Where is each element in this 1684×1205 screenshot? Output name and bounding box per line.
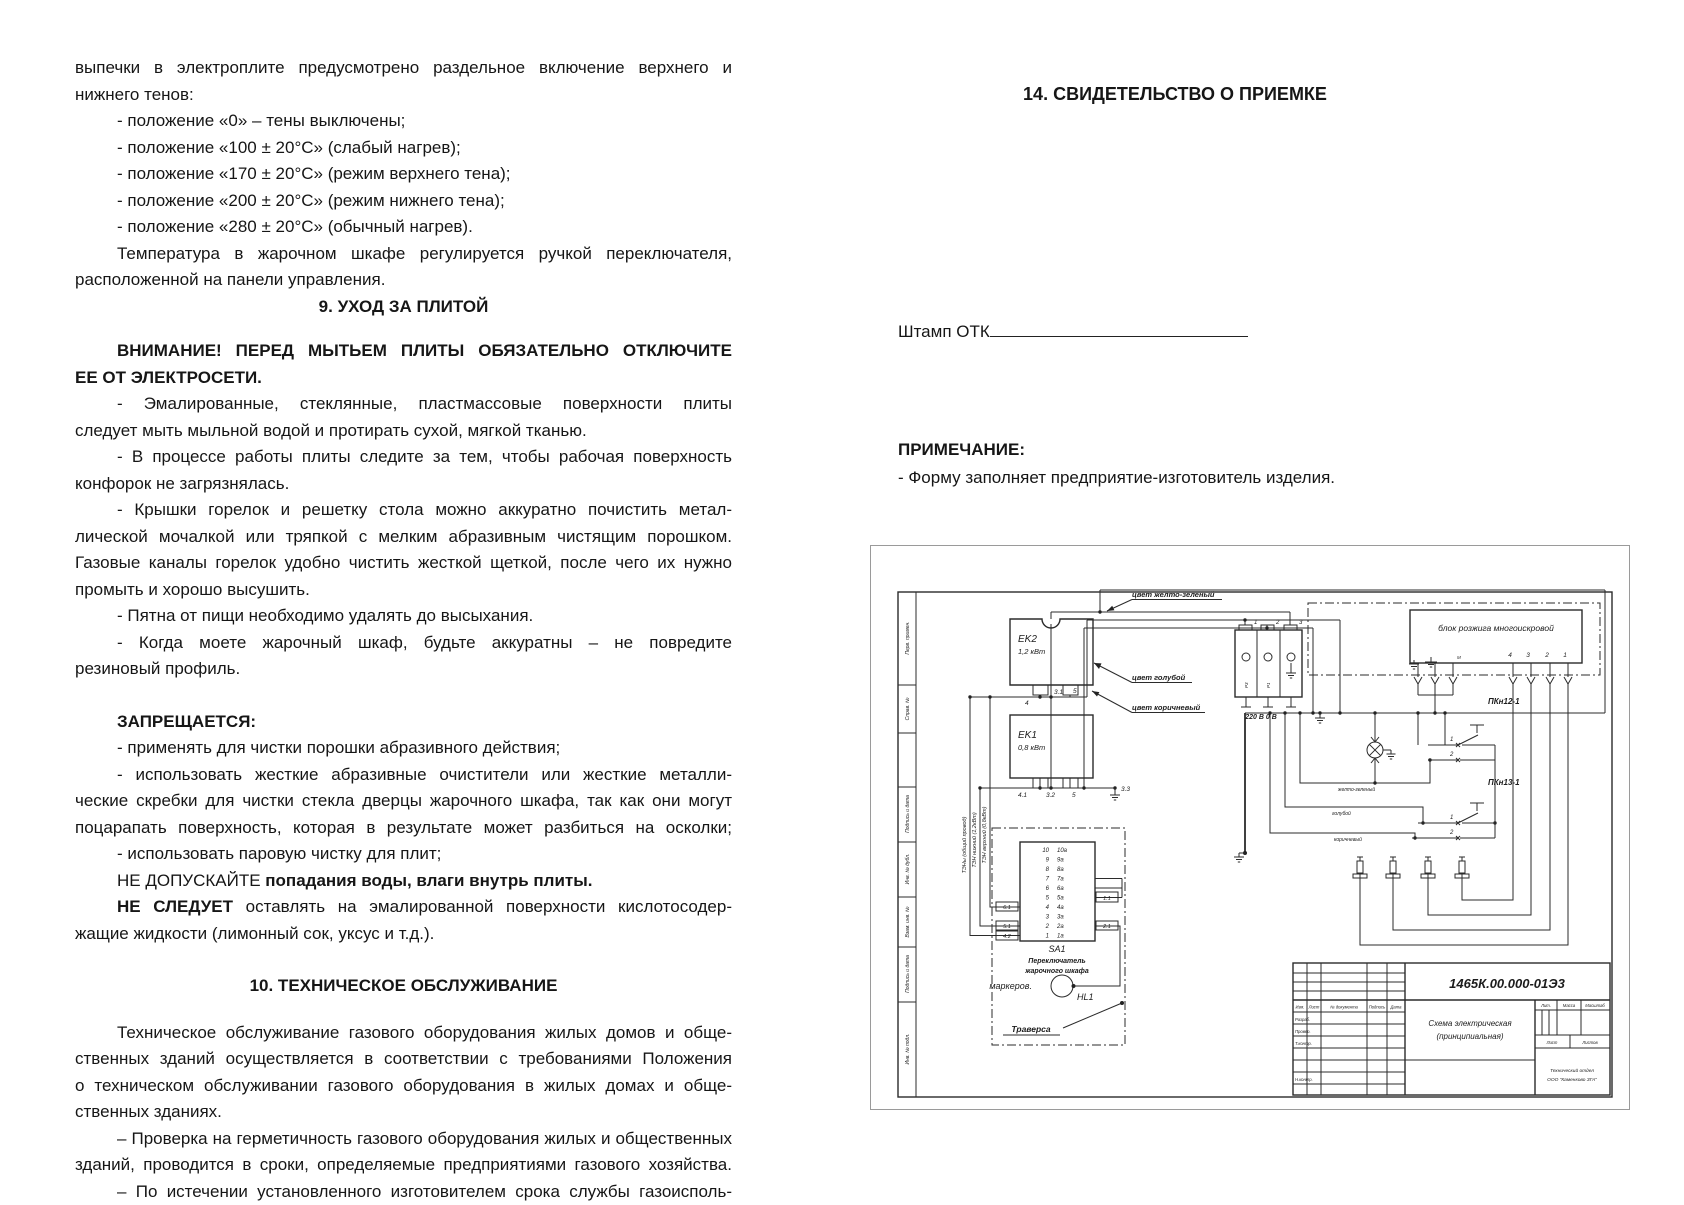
list-item: - положение «0» – тены выключены; [75,108,732,135]
sa1-pin: 10а [1057,848,1068,854]
ground-symbols [1110,657,1437,862]
ignition-title: блок розжига многоискровой [1438,623,1554,633]
tb-col: Подпись [1369,1005,1386,1010]
ten-wire-labels [961,806,988,873]
sa1-pin: 1 [1046,934,1049,940]
body-line: – По истечении установленного изготовителем срока службы газоисполь- [75,1179,732,1205]
ignition-pin: 2 [1544,652,1549,659]
sa1-desc: Переключатель [1028,958,1085,965]
body-line: зданий, проводится в сроки, определяемые предприятиями газового хозяйства. [75,1152,732,1179]
mixed-line-nd [75,868,732,895]
body-line: ственных зданиях. [75,1099,732,1126]
sa1-tag-61: 6.1 [1003,905,1011,911]
tb-col: Дата [1389,1005,1402,1010]
voltage-label: 220 В 0 В [1244,714,1277,721]
forbidden-heading: ЗАПРЕЩАЕТСЯ: [75,709,732,736]
list-item: - положение «100 ± 20°С» (слабый нагрев); [75,135,732,162]
ek2-terminal: 3.1 [1054,689,1063,696]
tb-org: Технический отдел [1550,1067,1594,1074]
tb-row: Провер. [1295,1029,1311,1034]
terminal-number: 1 [1254,620,1257,626]
body-line: Температура в жарочном шкафе регулируется ручкой переключателя, [75,241,732,268]
terminal-p3-label: Р3 [1244,682,1249,688]
frame-label: Справ. № [905,697,911,720]
stamp-blank-line [990,322,1248,337]
ek1-label: EK1 [1018,730,1037,741]
acceptance-heading: 14. СВИДЕТЕЛЬСТВО О ПРИЕМКЕ [940,84,1410,105]
sa1-pin: 2а [1056,924,1064,930]
list-item: ческие скребки для чистки стекла дверцы жарочного шкафа, так как они могут [75,788,732,815]
sa1-pin: 5 [1046,896,1050,902]
sa1-pin: 9 [1046,858,1050,864]
contact-number: 1 [1450,737,1453,743]
tb-col: № документа [1330,1005,1358,1010]
sa1-pin: 1а [1057,934,1064,940]
label-blue-wire: цвет голубой [1132,673,1186,682]
sa1-name: SA1 [1048,944,1065,954]
tb-col: Лист [1308,1005,1320,1010]
ek2-power: 1,2 кВт [1018,647,1045,656]
terminal-block [1235,620,1303,721]
sa1-pin: 10 [1042,848,1049,854]
nd-bold: попадания воды, влаги внутрь плиты. [265,871,592,890]
sa1-tag-51: 5.1 [1003,924,1011,930]
sa1-pin: 3 [1046,915,1050,921]
body-line: жащие жидкости (лимонный сок, уксус и т.д.). [75,921,732,948]
list-item: - положение «280 ± 20°С» (обычный нагрев). [75,214,732,241]
note-heading: ПРИМЕЧАНИЕ: [898,440,1025,460]
tb-col: Изм. [1296,1005,1305,1010]
ignition-pin: 4 [1508,652,1512,659]
label-ten-lower: ТЭН нижний (1,2кВт) [971,812,978,867]
sa1-pin: 6 [1046,886,1050,892]
body-line: Газовые каналы горелок удобно чистить жесткой щеткой, после чего их нужно [75,550,732,577]
tb-row: Н.контр. [1295,1077,1313,1082]
button-pkn12 [1428,697,1520,762]
sa1-pin: 4 [1046,905,1050,911]
list-item: - положение «170 ± 20°С» (режим верхнего тена); [75,161,732,188]
body-line: лической мочалкой или тряпкой с мелким абразивным чистящим порошком. [75,524,732,551]
contact-number: 1 [1450,815,1453,821]
body-line: - Когда моете жарочный шкаф, будьте аккуратны – не повредите [75,630,732,657]
terminal-p1-label: Р1 [1266,682,1271,688]
body-line: следует мыть мыльной водой и протирать сухой, мягкой тканью. [75,418,732,445]
button-pkn13 [1412,760,1520,840]
frame-label: Перв. примен. [905,621,911,654]
frame-label: Инв. № дубл. [905,854,911,885]
sa1-pin: 5а [1057,896,1064,902]
tb-list: Лист [1546,1040,1558,1045]
body-line: - Пятна от пищи необходимо удалять до высыхания. [75,603,732,630]
traversa-callout [1003,1001,1124,1035]
tb-row: Разраб. [1295,1017,1310,1022]
sa1-tag-42: 4.2 [1003,934,1011,940]
junction-dots [968,610,1496,855]
traversa-label: Траверса [1011,1024,1050,1034]
sa1-pin: 2 [1045,924,1050,930]
label-ten-common: ТЭНы (общий провод) [961,816,968,873]
sa1-tag-21: 2.1 [1102,924,1111,930]
terminal-number: 2 [1275,620,1280,626]
tb-org: ООО "Каменково ЗГА" [1547,1077,1597,1083]
tb-lit: Лит. [1540,1003,1551,1008]
sa1-pin: 3а [1057,915,1064,921]
body-line: промыть и хорошо высушить. [75,577,732,604]
small-label-blue: голубой [1332,810,1351,817]
node-3-3: 3.3 [1121,786,1130,793]
markers-label: маркеров. [989,981,1032,991]
label-ten-upper: ТЭН верхний (0,8кВт) [981,806,988,863]
sa1-pin: 4а [1057,905,1064,911]
body-line: - В процессе работы плиты следите за тем, чтобы рабочая поверхность [75,444,732,471]
warning-line: ВНИМАНИЕ! ПЕРЕД МЫТЬЕМ ПЛИТЫ ОБЯЗАТЕЛЬНО ОТКЛЮЧИТЕ [75,338,732,365]
body-line: Техническое обслуживание газового оборудования жилых домов и обще- [75,1020,732,1047]
doc-title: (принципиальная) [1436,1032,1503,1041]
sa1-switch [989,828,1125,1045]
tb-listov: Листов [1581,1040,1598,1045]
ns-rest: оставлять на эмалированной поверхности кислотосодер- [246,897,732,916]
list-item: - использовать жесткие абразивные очистители или жесткие металли- [75,762,732,789]
body-line: нижнего тенов: [75,82,732,109]
wire-color-callouts [1092,590,1222,713]
list-item: - положение «200 ± 20°С» (режим нижнего тена); [75,188,732,215]
body-line: - Крышки горелок и решетку стола можно аккуратно почистить метал- [75,497,732,524]
ek1-terminal: 5 [1072,792,1076,799]
doc-title: Схема электрическая [1428,1019,1512,1028]
small-label-brown: коричневый [1334,836,1362,843]
contact-number: 2 [1449,752,1454,758]
ignition-pin: 1 [1563,652,1567,659]
small-wire-labels [1332,786,1375,843]
ek1-terminal: 4.1 [1018,792,1027,799]
pkn13-label: ПКн13-1 [1488,778,1520,787]
body-line: конфорок не загрязнялась. [75,471,732,498]
sa1-desc: жарочного шкафа [1024,968,1089,975]
electrical-schematic [870,545,1630,1110]
sa1-pin: 6а [1057,886,1064,892]
hl1-label: HL1 [1077,992,1094,1002]
tb-masshtab: Масштаб [1585,1003,1605,1008]
note-text: - Форму заполняет предприятие-изготовитель изделия. [898,468,1335,488]
frame-label: Подпись и дата [905,795,911,833]
ignition-m-pin: М [1457,655,1461,660]
ek2-terminal: 4 [1025,700,1029,707]
list-item: поцарапать поверхность, которая в результате может разбиться на осколки; [75,815,732,842]
sa1-tag-11: 1.1 [1103,896,1111,902]
section-heading-10: 10. ТЕХНИЧЕСКОЕ ОБСЛУЖИВАНИЕ [75,973,732,1000]
otk-stamp-line [898,322,1248,342]
body-line: о техническом обслуживании газового оборудования в жилых домах и обще- [75,1073,732,1100]
list-item: - применять для чистки порошки абразивного действия; [75,735,732,762]
body-line: - Эмалированные, стеклянные, пластмассовые поверхности плиты [75,391,732,418]
ns-bold: НЕ СЛЕДУЕТ [117,897,246,916]
label-brown-wire: цвет коричневый [1132,703,1201,712]
frame-label: Инв. № подл. [905,1033,911,1064]
pkn12-label: ПКн12-1 [1488,697,1520,706]
mixed-line-ns [75,894,732,921]
left-page-text [75,55,732,1205]
ek1-terminal: 3.2 [1046,792,1055,799]
ek2-terminal: 5 [1073,688,1077,695]
ignition-pin: 3 [1526,652,1530,659]
small-label-yellow-green: желто-зеленый [1337,786,1375,793]
body-line: выпечки в электроплите предусмотрено раздельное включение верхнего и [75,55,732,82]
warning-line: ЕЕ ОТ ЭЛЕКТРОСЕТИ. [75,365,732,392]
sa1-pin: 8 [1046,867,1050,873]
sa1-pin: 7а [1057,877,1064,883]
contact-number: 2 [1449,830,1454,836]
body-line: резиновый профиль. [75,656,732,683]
nd-prefix: НЕ ДОПУСКАЙТЕ [117,871,265,890]
section-heading-9: 9. УХОД ЗА ПЛИТОЙ [75,294,732,321]
sa1-pin: 8а [1057,867,1064,873]
sa1-pin: 9а [1057,858,1064,864]
list-item: - использовать паровую чистку для плит; [75,841,732,868]
otk-stamp-label: Штамп ОТК [898,322,990,341]
tb-massa: Масса [1563,1003,1576,1008]
title-block [1293,963,1610,1095]
sa1-pin: 7 [1046,877,1050,883]
tb-row: Т.контр. [1295,1041,1312,1046]
terminal-number: 3 [1299,620,1303,626]
ek1-power: 0,8 кВт [1018,743,1045,752]
body-line: – Проверка на герметичность газового оборудования жилых и общественных [75,1126,732,1153]
spark-plugs [1353,857,1469,890]
ignition-block [1308,603,1600,684]
doc-number: 1465К.00.000-01Э3 [1449,976,1565,991]
body-line: ственных зданий осуществляется в соответствии с требованиями Положения [75,1046,732,1073]
frame-label: Подпись и дата [905,955,911,993]
frame-label: Взам. инв. № [905,906,911,938]
label-yellow-green-wire: цвет желто-зеленый [1132,590,1215,599]
body-line: расположенной на панели управления. [75,267,732,294]
ek2-label: EK2 [1018,634,1037,645]
